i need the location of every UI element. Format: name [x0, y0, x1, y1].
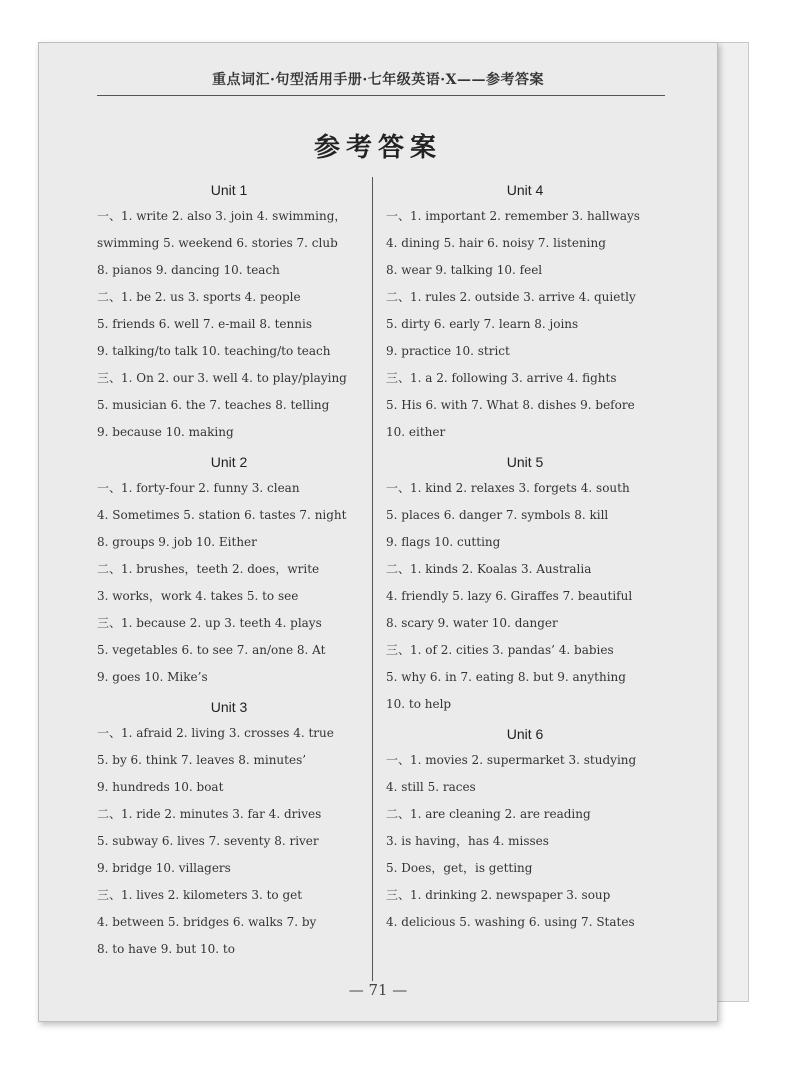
header-rule — [97, 95, 665, 96]
answer-line: 一、1. forty-four 2. funny 3. clean — [97, 481, 300, 495]
answer-line: 9. goes 10. Mike’s — [97, 670, 208, 684]
page-title: 参考答案 — [313, 133, 442, 163]
answer-line: 三、1. a 2. following 3. arrive 4. fights — [386, 371, 617, 385]
answer-line: 三、1. On 2. our 3. well 4. to play/playing — [97, 371, 347, 385]
answer-line: 9. practice 10. strict — [386, 344, 510, 358]
column-divider — [372, 177, 373, 981]
running-header: 重点词汇·句型活用手册·七年级英语·X——参考答案 — [212, 72, 544, 88]
unit-title: Unit 1 — [210, 182, 248, 198]
answer-line: 9. talking/to talk 10. teaching/to teach — [97, 344, 331, 358]
left-column — [97, 177, 361, 963]
unit-section — [386, 177, 664, 446]
answer-line: 10. to help — [386, 697, 452, 711]
answer-line: 4. Sometimes 5. station 6. tastes 7. night — [97, 508, 347, 522]
unit-section — [386, 449, 664, 718]
unit-section — [386, 721, 664, 936]
answer-line: 三、1. of 2. cities 3. pandas’ 4. babies — [386, 643, 614, 657]
unit-title: Unit 2 — [210, 454, 248, 470]
answer-page — [38, 42, 718, 1022]
answer-line: 一、1. important 2. remember 3. hallways — [386, 209, 640, 223]
right-column — [386, 177, 664, 936]
answer-line: 5. musician 6. the 7. teaches 8. telling — [97, 398, 330, 412]
unit-title: Unit 6 — [506, 726, 544, 742]
answer-line: 三、1. lives 2. kilometers 3. to get — [97, 888, 303, 902]
answer-line: 4. still 5. races — [386, 780, 476, 794]
answer-line: 三、1. because 2. up 3. teeth 4. plays — [97, 616, 322, 630]
answer-line: 5. by 6. think 7. leaves 8. minutes’ — [97, 753, 307, 767]
unit-title: Unit 3 — [210, 699, 248, 715]
unit-section — [97, 694, 361, 963]
answer-line: 10. either — [386, 425, 446, 439]
answer-line: 一、1. afraid 2. living 3. crosses 4. true — [97, 726, 334, 740]
answer-line: 5. subway 6. lives 7. seventy 8. river — [97, 834, 319, 848]
answer-line: 一、1. kind 2. relaxes 3. forgets 4. south — [386, 481, 630, 495]
unit-section — [97, 449, 361, 691]
answer-line: 5. places 6. danger 7. symbols 8. kill — [386, 508, 609, 522]
answer-line: 5. vegetables 6. to see 7. an/one 8. At — [97, 643, 326, 657]
answer-line: swimming 5. weekend 6. stories 7. club — [97, 236, 338, 250]
answer-line: 二、1. be 2. us 3. sports 4. people — [97, 290, 301, 304]
answer-line: 一、1. write 2. also 3. join 4. swimming， — [97, 209, 347, 223]
answer-line: 4. delicious 5. washing 6. using 7. States — [386, 915, 635, 929]
answer-line: 8. pianos 9. dancing 10. teach — [97, 263, 280, 277]
answer-line: 5. friends 6. well 7. e-mail 8. tennis — [97, 317, 312, 331]
answer-line: 9. bridge 10. villagers — [97, 861, 231, 875]
answer-line: 8. scary 9. water 10. danger — [386, 616, 558, 630]
answer-line: 一、1. movies 2. supermarket 3. studying — [386, 753, 637, 767]
answer-line: 5. why 6. in 7. eating 8. but 9. anything — [386, 670, 626, 684]
answer-line: 二、1. ride 2. minutes 3. far 4. drives — [97, 807, 322, 821]
answer-line: 三、1. drinking 2. newspaper 3. soup — [386, 888, 611, 902]
answer-line: 3. is having，has 4. misses — [386, 834, 549, 848]
answer-line: 二、1. kinds 2. Koalas 3. Australia — [386, 562, 592, 576]
answer-line: 4. friendly 5. lazy 6. Giraffes 7. beautiful — [386, 589, 633, 603]
answer-line: 5. dirty 6. early 7. learn 8. joins — [386, 317, 579, 331]
unit-title: Unit 5 — [506, 454, 544, 470]
answer-line: 4. dining 5. hair 6. noisy 7. listening — [386, 236, 606, 250]
answer-line: 5. His 6. with 7. What 8. dishes 9. before — [386, 398, 635, 412]
answer-line: 9. hundreds 10. boat — [97, 780, 224, 794]
answer-line: 8. wear 9. talking 10. feel — [386, 263, 543, 277]
answer-line: 5. Does，get，is getting — [386, 861, 533, 875]
answer-line: 9. flags 10. cutting — [386, 535, 501, 549]
answer-line: 4. between 5. bridges 6. walks 7. by — [97, 915, 317, 929]
answer-line: 8. groups 9. job 10. Either — [97, 535, 257, 549]
answer-line: 二、1. brushes，teeth 2. does，write — [97, 562, 320, 576]
page-stack-edges — [712, 42, 752, 1002]
answer-line: 二、1. are cleaning 2. are reading — [386, 807, 591, 821]
answer-line: 8. to have 9. but 10. to — [97, 942, 235, 956]
answer-line: 9. because 10. making — [97, 425, 234, 439]
answer-line: 3. works，work 4. takes 5. to see — [97, 589, 299, 603]
page-number: — 71 — — [348, 981, 408, 999]
unit-section — [97, 177, 361, 446]
answer-line: 二、1. rules 2. outside 3. arrive 4. quietly — [386, 290, 636, 304]
unit-title: Unit 4 — [506, 182, 544, 198]
